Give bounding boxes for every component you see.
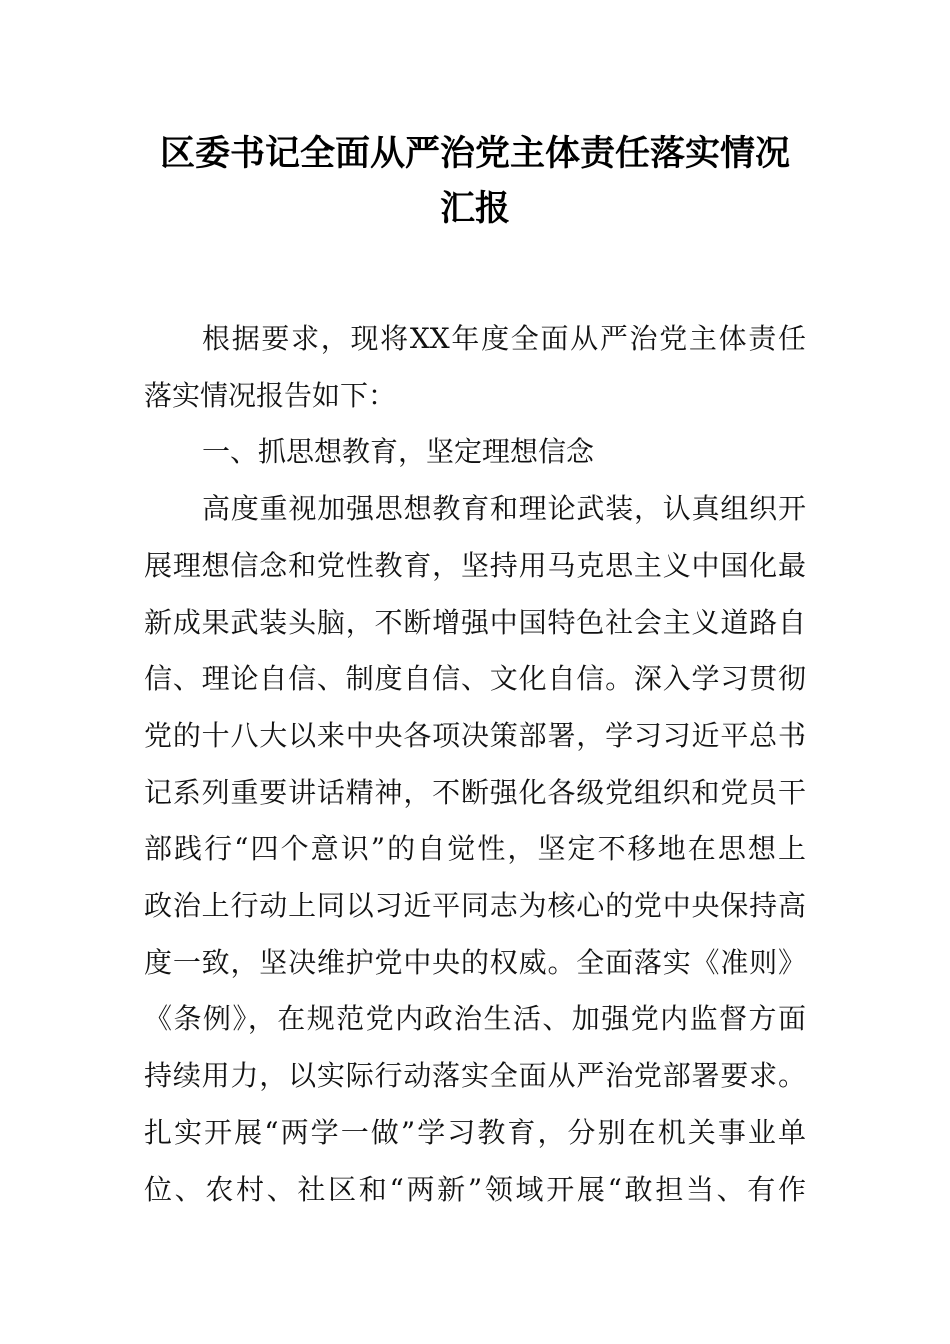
body-text-line: 高度重视加强思想教育和理论武装，认真组织开 [202, 492, 806, 526]
body-text-line: 持续用力，以实际行动落实全面从严治党部署要求。 [144, 1059, 806, 1093]
body-text-line: 位、农村、社区和“两新”领域开展“敢担当、有作 [144, 1172, 806, 1206]
body-text-line: 党的十八大以来中央各项决策部署，学习习近平总书 [144, 718, 806, 752]
body-text-line: 记系列重要讲话精神，不断强化各级党组织和党员干 [144, 775, 806, 809]
body-text-line: 展理想信念和党性教育，坚持用马克思主义中国化最 [144, 548, 806, 582]
body-text-line: 新成果武装头脑，不断增强中国特色社会主义道路自 [144, 605, 806, 639]
body-text-line: 度一致，坚决维护党中央的权威。全面落实《准则》 [144, 945, 806, 979]
body-text-line: 根据要求，现将XX年度全面从严治党主体责任 [202, 322, 806, 355]
document-title-line-2: 汇报 [439, 189, 510, 229]
body-text-line: 政治上行动上同以习近平同志为核心的党中央保持高 [144, 889, 806, 922]
body-text-line: 信、理论自信、制度自信、文化自信。深入学习贯彻 [144, 662, 806, 696]
document-title-line-1: 区委书记全面从严治党主体责任落实情况 [159, 134, 790, 174]
body-text-line: 《条例》，在规范党内政治生活、加强党内监督方面 [144, 1002, 806, 1036]
body-text-line: 扎实开展“两学一做”学习教育，分别在机关事业单 [144, 1115, 806, 1149]
body-text-line: 一、抓思想教育，坚定理想信念 [202, 435, 595, 469]
body-text-line: 落实情况报告如下： [144, 378, 397, 412]
body-text-line: 部践行“四个意识”的自觉性，坚定不移地在思想上 [144, 832, 806, 866]
